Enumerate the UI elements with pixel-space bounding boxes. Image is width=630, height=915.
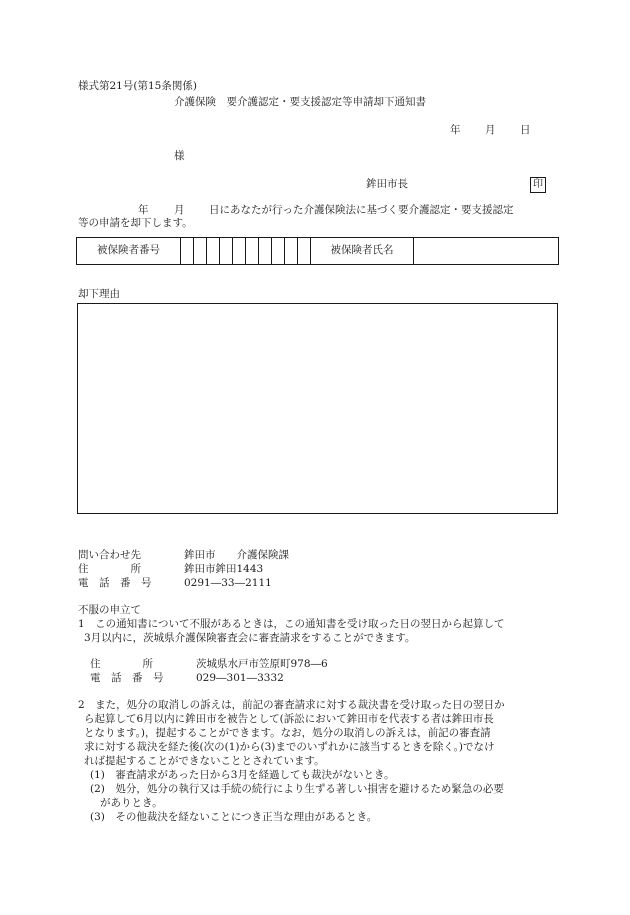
insured-number-digit-box[interactable] xyxy=(246,238,259,265)
contact-address-value: 鉾田市鉾田1443 xyxy=(184,563,264,575)
application-month-label: 月 xyxy=(174,204,185,216)
rejection-reason-label: 却下理由 xyxy=(78,288,120,300)
contact-address-label: 住 所 xyxy=(78,563,141,575)
inquiry-label: 問い合わせ先 xyxy=(78,549,141,561)
rejection-reason-box[interactable] xyxy=(77,303,558,514)
date-month-label: 月 xyxy=(485,124,496,136)
appeal-heading: 不服の申立て xyxy=(78,604,141,616)
appeal-item1-line: 1 この通知書について不服があるときは，この通知書を受け取った日の翌日から起算して xyxy=(78,618,505,630)
review-board-phone-value: 029―301―3332 xyxy=(196,672,284,684)
appeal-sub2-line: (2) 処分，処分の執行又は手続の続行により生ずる著しい損害を避けるため緊急の必要 xyxy=(90,783,504,795)
review-board-phone-label: 電 話 番 号 xyxy=(90,672,164,684)
review-board-address-value: 茨城県水戸市笠原町978―6 xyxy=(196,658,328,670)
insured-number-digit-box[interactable] xyxy=(285,238,298,265)
addressee-suffix: 様 xyxy=(174,150,185,162)
contact-phone-value: 0291―33―2111 xyxy=(184,577,272,589)
application-year-label: 年 xyxy=(138,204,149,216)
document-title: 介護保険 要介護認定・要支援認定等申請却下通知書 xyxy=(174,96,426,108)
appeal-sub2-line: がありとき。 xyxy=(100,797,163,809)
insured-number-digit-box[interactable] xyxy=(220,238,233,265)
insured-number-digit-box[interactable] xyxy=(194,238,207,265)
insured-info-table xyxy=(76,237,559,265)
date-day-label: 日 xyxy=(520,124,531,136)
appeal-sub1: (1) 審査請求があった日から3月を経過しても裁決がないとき。 xyxy=(90,769,395,781)
appeal-sub3: (3) その他裁決を経ないことにつき正当な理由があるとき。 xyxy=(90,811,378,823)
insured-name-field[interactable] xyxy=(414,238,559,265)
rejection-statement-line2: 等の申請を却下します。 xyxy=(78,217,193,229)
appeal-item1-line: 3月以内に，茨城県介護保険審査会に審査請求をすることができます。 xyxy=(84,632,416,644)
insured-number-digit-box[interactable] xyxy=(272,238,285,265)
insured-number-label: 被保険者番号 xyxy=(77,238,181,265)
contact-phone-label: 電 話 番 号 xyxy=(78,577,152,589)
official-seal-icon: 印 xyxy=(530,177,546,193)
insured-number-digit-box[interactable] xyxy=(207,238,220,265)
appeal-item2-line: となります。)，提起することができます。なお，処分の取消しの訴えは，前記の審査請 xyxy=(84,727,491,739)
insured-number-digit-box[interactable] xyxy=(233,238,246,265)
appeal-item2-line: 求に対する裁決を経た後(次の(1)から(3)までのいずれかに該当するときを除く。)でなけ xyxy=(84,741,495,753)
rejection-statement-line1: 日にあなたが行った介護保険法に基づく要介護認定・要支援認定 xyxy=(209,204,514,216)
insured-number-digit-box[interactable] xyxy=(298,238,311,265)
appeal-item2-line: 2 また，処分の取消しの訴えは，前記の審査請求に対する裁決書を受け取った日の翌日か xyxy=(78,699,505,711)
inquiry-value: 鉾田市 介護保険課 xyxy=(184,549,289,561)
insured-name-label: 被保険者氏名 xyxy=(311,238,414,265)
issuer-name: 鉾田市長 xyxy=(366,178,408,190)
appeal-item2-line: れば提起することができないこととされています。 xyxy=(84,755,325,767)
review-board-address-label: 住 所 xyxy=(90,658,153,670)
insured-number-digit-box[interactable] xyxy=(181,238,194,265)
appeal-item2-line: ら起算して6月以内に鉾田市を被告として(訴訟において鉾田市を代表する者は鉾田市長 xyxy=(84,713,494,725)
date-year-label: 年 xyxy=(450,124,461,136)
insured-number-digit-box[interactable] xyxy=(259,238,272,265)
form-number: 様式第21号(第15条関係) xyxy=(78,80,197,92)
